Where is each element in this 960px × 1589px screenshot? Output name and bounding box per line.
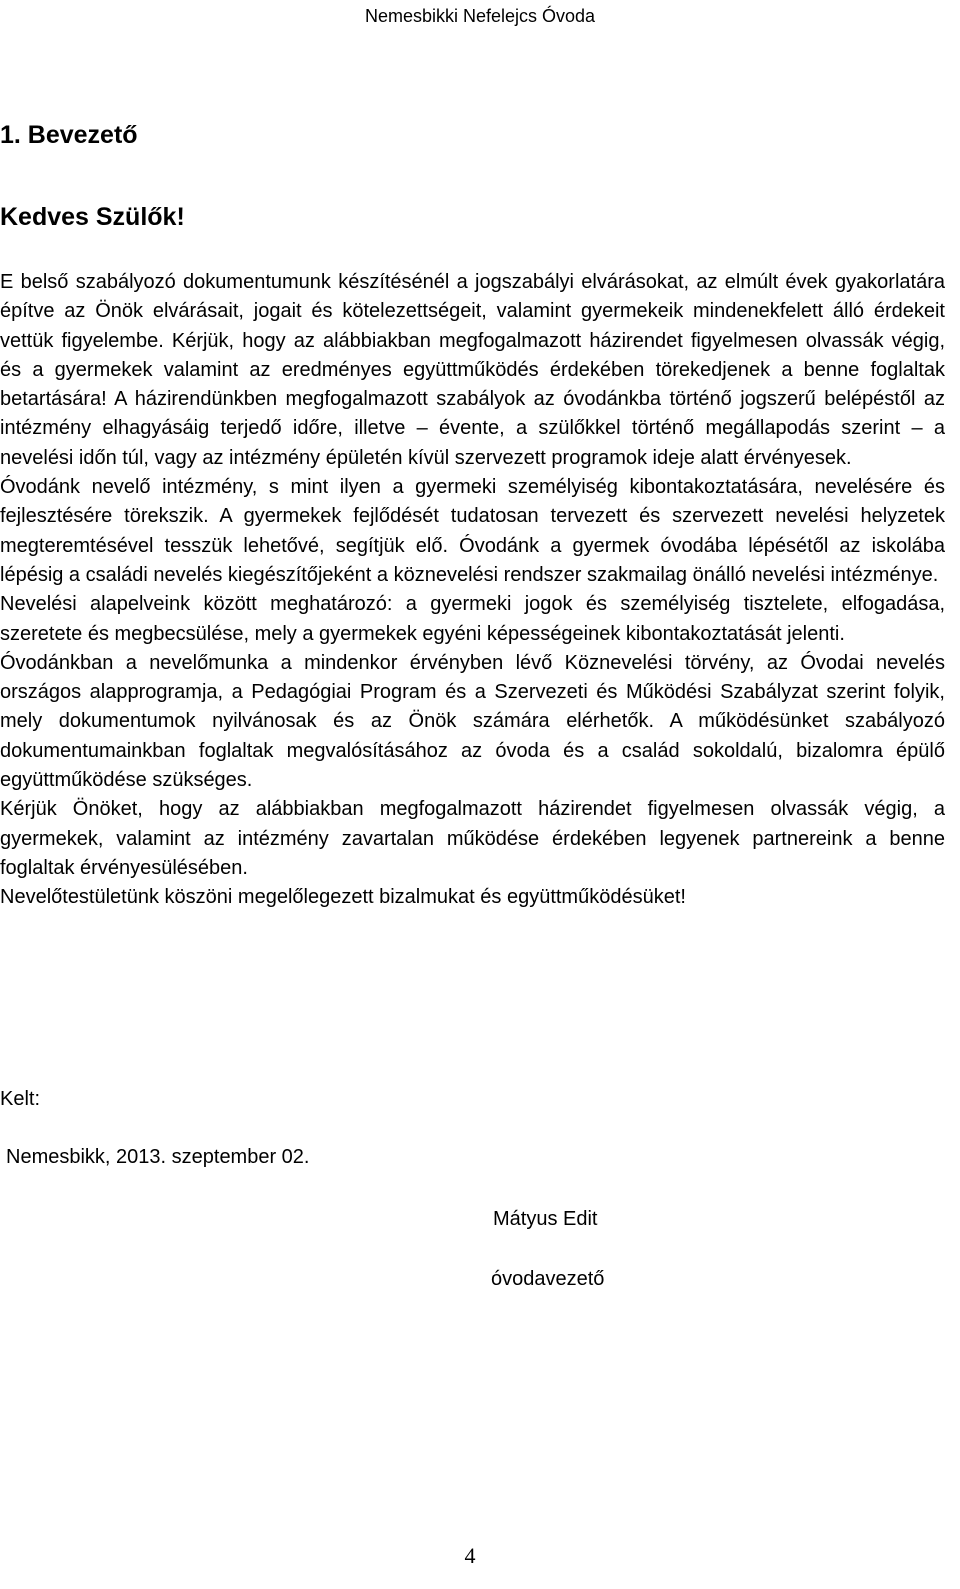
section-title: 1. Bevezető — [0, 121, 138, 149]
place-date: Nemesbikk, 2013. szeptember 02. — [6, 1146, 310, 1168]
signatory-role: óvodavezető — [491, 1268, 605, 1290]
kelt-label: Kelt: — [0, 1088, 41, 1110]
paragraph-thanks: Nevelőtestületünk köszöni megelőlegezett bizalmukat és együttműködésüket! — [0, 886, 686, 909]
page-number: 4 — [464, 1543, 476, 1568]
paragraph-institution: Óvodánk nevelő intézmény, s mint ilyen a gyermeki személyiség kibontakoztatására, nevelésére és fejlesztésére törekszik. A gyermekek fejlődését tudatosan tervezett és szervezett nevelési helyzetek megteremtésével tesszük lehetővé, segítjük elő. Óvodánk a gyermek óvodába lépésétől az iskolába lépésig a családi nevelés kiegészítőjeként a köznevelési rendszer szakmailag önálló nevelési intézménye. — [0, 476, 945, 586]
paragraph-introduction: E belső szabályozó dokumentumunk készítésénél a jogszabályi elvárásokat, az elmúlt évek gyakorlatára építve az Önök elvárásait, jogait és kötelezettségeit, valamint gyermekeik mindenekfelett álló érdekeit vettük figyelembe. Kérjük, hogy az alábbiakban megfogalmazott házirendet figyelmesen olvassák végig, és a gyermekek valamint az eredményes együttműködés érdekében törekedjenek a benne foglaltak betartására! A házirendünkben megfogalmazott szabályok az óvodánkba történő jogszerű belépéstől az intézmény elhagyásáig terjedő időre, illetve – évente, a szülőkkel történő megállapodás szerint – a nevelési időn túl, vagy az intézmény épületén kívül szervezett programok ideje alatt érvényesek. — [0, 271, 945, 469]
body-text — [0, 268, 945, 913]
paragraph-request: Kérjük Önöket, hogy az alábbiakban megfogalmazott házirendet figyelmesen olvassák végig, a gyermekek, valamint az intézmény zavartalan működése érdekében legyenek partnereink a benne foglaltak érvényesülésében. — [0, 798, 945, 879]
greeting: Kedves Szülők! — [0, 203, 185, 231]
paragraph-principles: Nevelési alapelveink között meghatározó: a gyermeki jogok és személyiség tisztelete, elfogadása, szeretete és megbecsülése, mely a gyermekek egyéni képességeinek kibontakoztatását jelenti. — [0, 593, 945, 645]
running-header: Nemesbikki Nefelejcs Óvoda — [364, 6, 596, 26]
paragraph-regulations: Óvodánkban a nevelőmunka a mindenkor érvényben lévő Köznevelési törvény, az Óvodai nevelés országos alapprogramja, a Pedagógiai Program és a Szervezeti és Működési Szabályzat szerint folyik, mely dokumentumok nyilvánosak és az Önök számára elérhetők. A működésünket szabályozó dokumentumainkban foglaltak megvalósításához az óvoda és a család sokoldalú, bizalomra épülő együttműködése szükséges. — [0, 651, 945, 792]
signatory-name: Mátyus Edit — [493, 1208, 598, 1230]
